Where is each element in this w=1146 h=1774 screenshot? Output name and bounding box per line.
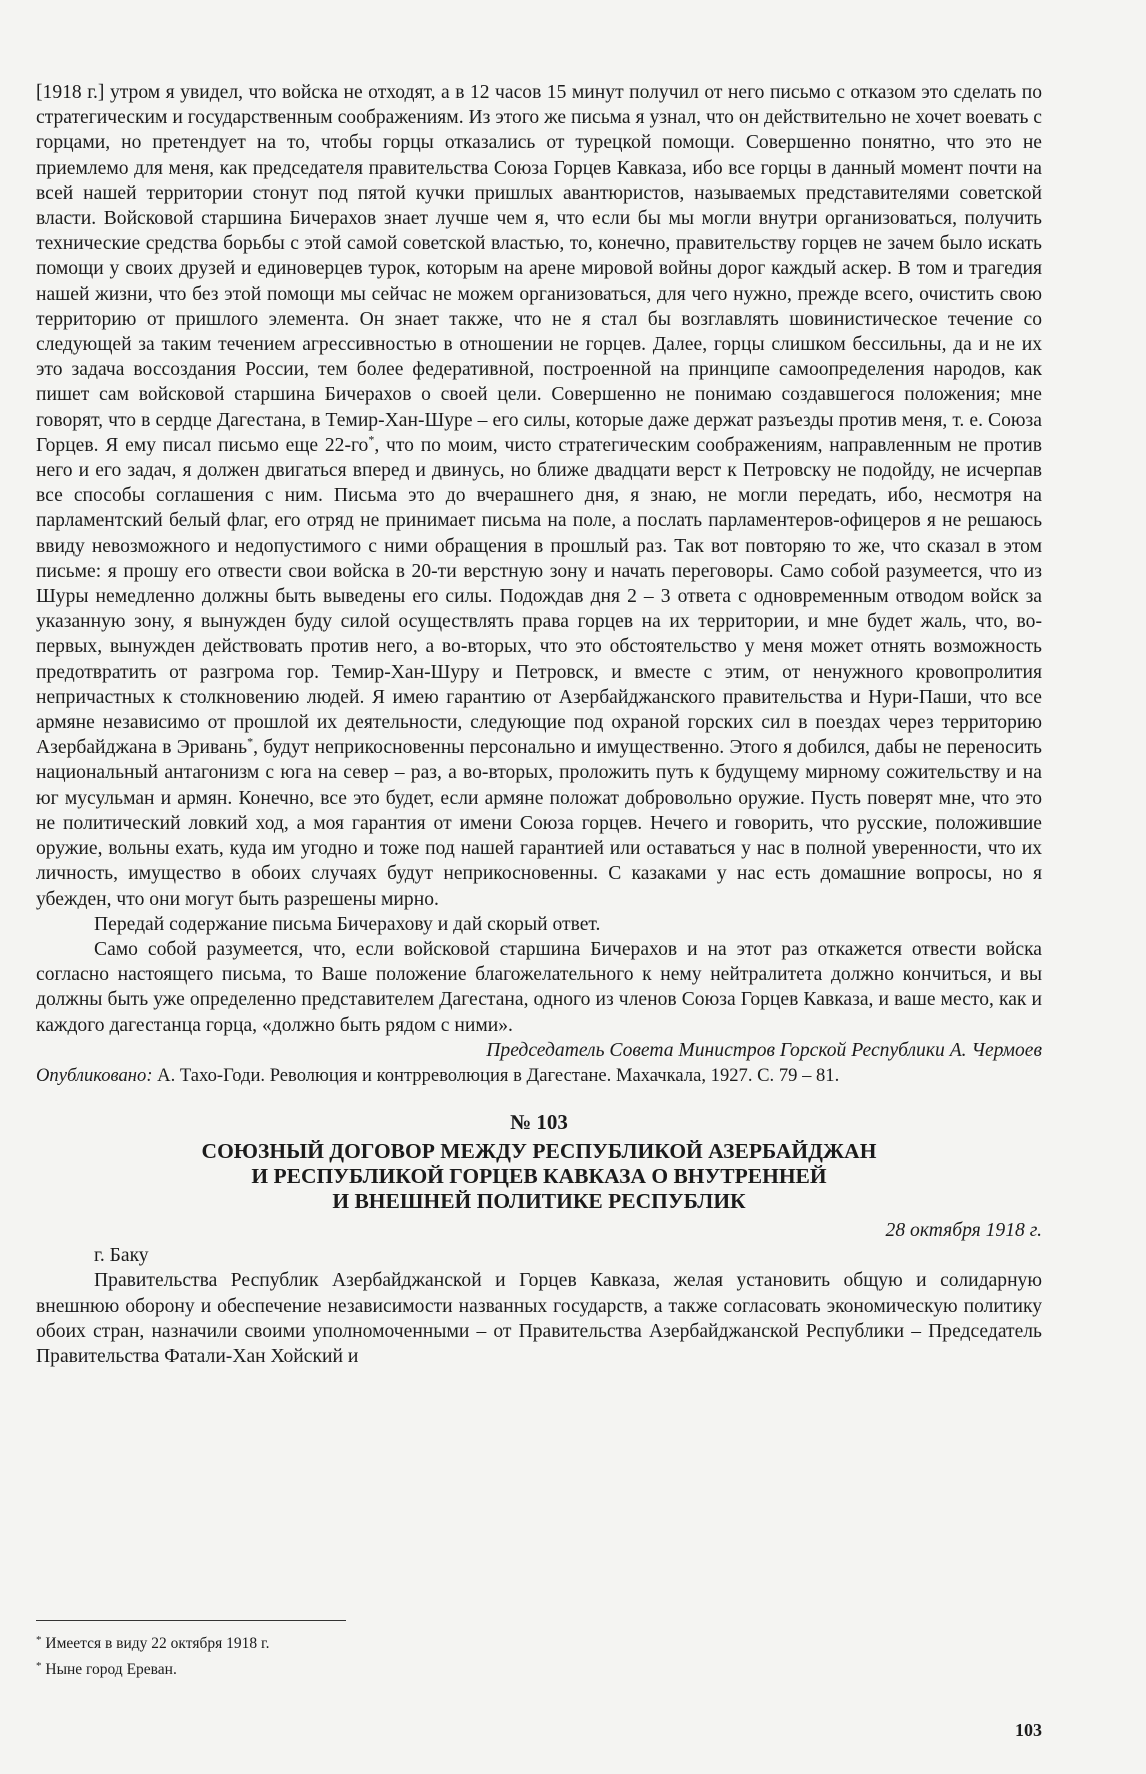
footnote-ref-1[interactable]: * bbox=[368, 432, 375, 447]
body-text bbox=[36, 80, 1042, 1038]
footnotes bbox=[36, 1620, 1042, 1681]
paragraph-instruction: Передай содержание письма Бичерахову и дай скорый ответ. bbox=[94, 913, 601, 935]
published-note bbox=[36, 1063, 1042, 1088]
treaty-text bbox=[36, 1268, 1042, 1369]
document-number: № 103 bbox=[510, 1110, 568, 1135]
document-date: 28 октября 1918 г. bbox=[885, 1220, 1042, 1242]
document-title bbox=[36, 1139, 1042, 1214]
document-place: г. Баку bbox=[94, 1245, 149, 1267]
document-title-line: И ВНЕШНЕЙ ПОЛИТИКЕ РЕСПУБЛИК bbox=[332, 1189, 746, 1214]
footnote-item: * Ныне город Ереван. bbox=[36, 1660, 177, 1678]
document-title-line: СОЮЗНЫЙ ДОГОВОР МЕЖДУ РЕСПУБЛИКОЙ АЗЕРБАЙДЖАН bbox=[201, 1139, 877, 1164]
document-title-line: И РЕСПУБЛИКОЙ ГОРЦЕВ КАВКАЗА О ВНУТРЕННЕЙ bbox=[251, 1164, 827, 1189]
published-label: Опубликовано: bbox=[36, 1064, 153, 1086]
footnote-ref-2[interactable]: * bbox=[247, 734, 254, 749]
published-source: А. Тахо-Годи. Революция и контрреволюция в Дагестане. Махачкала, 1927. С. 79 – 81. bbox=[152, 1064, 840, 1086]
footnote-item: * Имеется в виду 22 октября 1918 г. bbox=[36, 1634, 270, 1652]
signature: Председатель Совета Министров Горской Республики А. Чермоев bbox=[486, 1039, 1042, 1061]
page-number: 103 bbox=[1015, 1720, 1042, 1740]
footnote-divider bbox=[36, 1620, 346, 1621]
paragraph-neutrality: Само собой разумеется, что, если войсковой старшина Бичерахов и на этот раз откажется отвести войска согласно настоящего письма, то Ваше положение благожелательного к нему нейтралитета должно кончиться, и вы должны быть уже определенно представителем Дагестана, одного из членов Союза Горцев Кавказа, и ваше место, как и каждого дагестанца горца, «должно быть рядом с ними». bbox=[36, 938, 1042, 1036]
main-paragraph: [1918 г.] утром я увидел, что войска не отходят, а в 12 часов 15 минут получил от него письмо с отказом это сделать по стратегическим и государственным соображениям. Из этого же письма я узнал, что он действительно не хочет воевать с горцами, но претендует на то, чтобы горцы отказались от турецкой помощи. Совершенно понятно, что это не приемлемо для меня, как председателя правительства Союза Горцев Кавказа, ибо все горцы в данный момент почти на всей нашей территории стонут под пятой кучки пришлых авантюристов, называемых представителями советской власти. Войсковой старшина Бичерахов знает лучше чем я, что если бы мы могли внутри организоваться, получить технические средства борьбы с этой самой советской властью, то, конечно, правительству горцев не зачем было искать помощи у своих друзей и единоверцев турок, которым на арене мировой войны дорог каждый аскер. В том и трагедия нашей жизни, что без этой помощи мы сейчас не можем организоваться, для чего нужно, прежде всего, очистить свою территорию от пришлого элемента. Он знает также, что не я стал бы возглавлять шовинистическое течение со следующей за таким течением агрессивностью в отношении не горцев. Далее, горцы слишком бессильны, да и не их это задача воссоздания России, тем более федеративной, построенной на принципе самоопределения народов, как пишет сам войсковой старшина Бичерахов о своей цели. Совершенно не понимаю создавшегося положения; мне говорят, что в сердце Дагестана, в Темир-Хан-Шуре – его силы, которые даже держат разъезды против меня, т. е. Союза Горцев. Я ему писал письмо еще 22-го*, что по моим, чисто стратегическим соображениям, направленным не против него и его задач, я должен двигаться вперед и двинусь, но ближе двадцати верст к Петровску не подойду, не исчерпав все способы соглашения с ним. Письма это до вчерашнего дня, я знаю, не могли передать, ибо, несмотря на парламентский белый флаг, его отряд не принимает письма на поле, а послать парламентеров-офицеров я не решаюсь ввиду невозможного и недопустимого с ними обращения в прошлый раз. Так вот повторяю то же, что сказал в этом письме: я прошу его отвести свои войска в 20-ти верстную зону и начать переговоры. Само собой разумеется, что из Шуры немедленно должны быть выведены его силы. Подождав дня 2 – 3 ответа с одновременным отводом войск за указанную зону, я вынужден буду силой осуществлять права горцев на их территории, и мне будет жаль, что, во-первых, вынужден действовать против него, а во-вторых, что это обстоятельство у меня может отнять возможность предотвратить от разгрома гор. Темир-Хан-Шуру и Петровск, и вместе с этим, от ненужного кровопролития непричастных к столкновению людей. Я имею гарантию от Азербайджанского правительства и Нури-Паши, что все армяне независимо от прошлой их деятельности, следующие под охраной горских сил в поездах через территорию Азербайджана в Эривань*, будут неприкосновенны персонально и имущественно. Этого я добился, дабы не переносить национальный антагонизм с юга на север – раз, а во-вторых, проложить путь к будущему мирному сожительству и на юг мусульман и армян. Конечно, все это будет, если армяне положат добровольно оружие. Пусть поверят мне, что это не политический ловкий ход, а моя гарантия от имени Союза горцев. Нечего и говорить, что русские, положившие оружие, вольны ехать, куда им угодно и тоже под нашей гарантией или оставаться у нас в полной уверенности, что их личность, имущество в обоих случаях будут неприкосновенны. С казаками у нас есть домашние вопросы, но я убежден, что они могут быть разрешены мирно. bbox=[36, 82, 1042, 910]
treaty-intro: Правительства Республик Азербайджанской и Горцев Кавказа, желая установить общую и солидарную внешнюю оборону и обеспечение независимости названных государств, а также согласовать экономическую политику обоих стран, назначили своими уполномоченными – от Правительства Азербайджанской Республики – Председатель Правительства Фатали-Хан Хойский и bbox=[36, 1270, 1042, 1367]
